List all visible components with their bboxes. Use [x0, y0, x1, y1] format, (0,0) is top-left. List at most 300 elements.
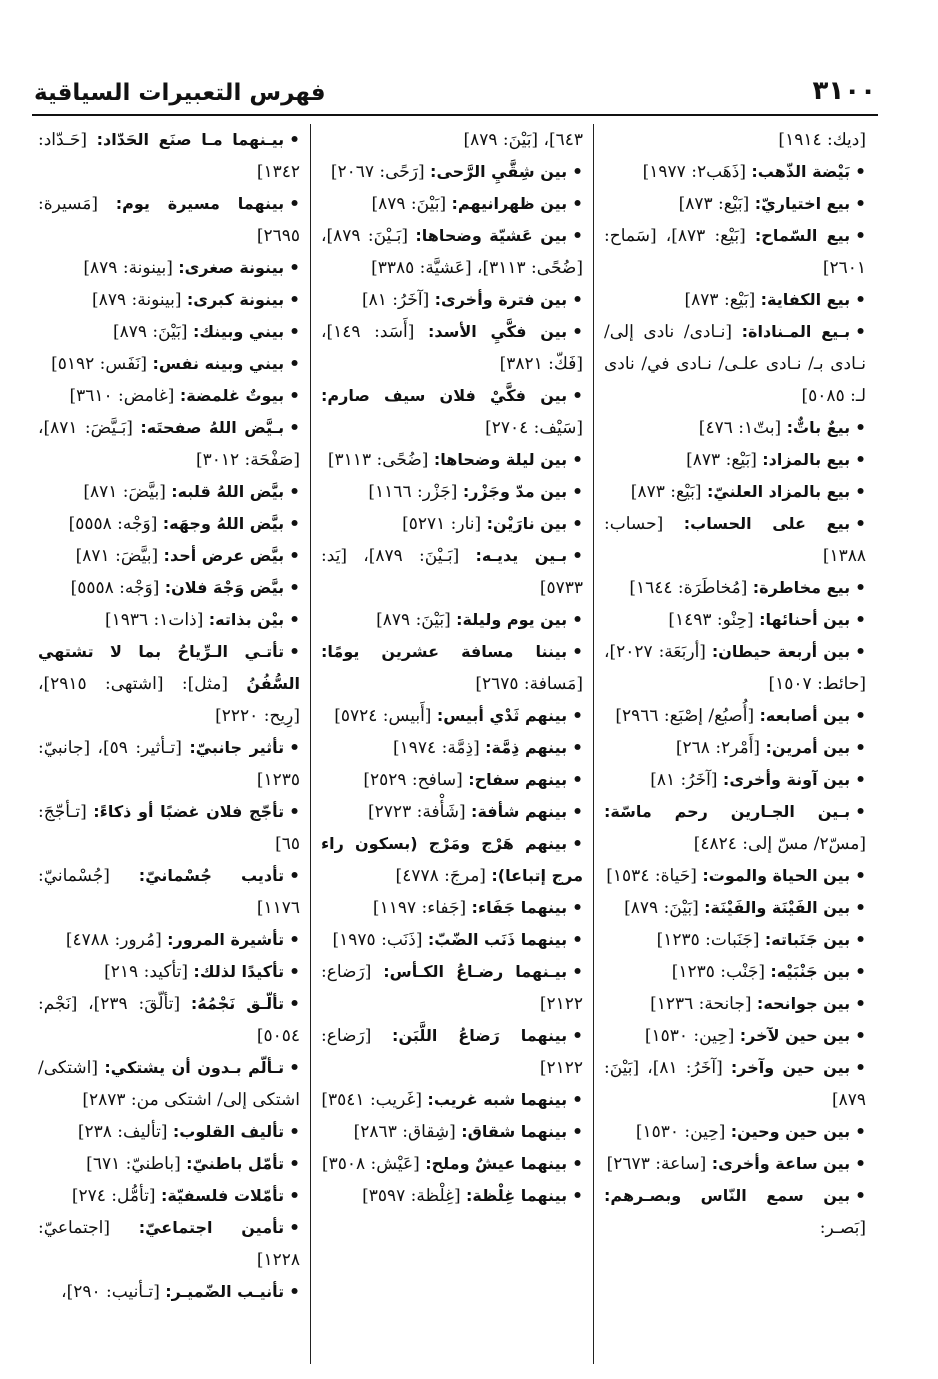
bullet-icon: •: [855, 866, 866, 886]
bullet-icon: •: [855, 322, 866, 342]
entry-reference: [جَفاء: ١١٩٧]: [372, 898, 467, 918]
entry-reference: [بَيْع: ٨٧٣]: [678, 194, 750, 214]
index-entry: [604, 412, 866, 444]
entry-term: تأنيـب الضّميـر:: [165, 1282, 285, 1301]
index-entry: [321, 924, 583, 956]
entry-reference: [بَيْع: ٨٧٣]: [686, 450, 757, 470]
bullet-icon: •: [572, 706, 583, 726]
entry-term: بين شِقَّيِ الرَّحى:: [430, 162, 568, 181]
index-entry: [38, 476, 300, 508]
index-entry: [604, 1180, 866, 1244]
entry-term: بين أحنائها:: [759, 610, 851, 629]
entry-term: تأمين اجتماعيّ:: [138, 1218, 285, 1237]
entry-reference: [مَسيرة: ٢٦٩٥]: [38, 194, 300, 246]
bullet-icon: •: [855, 1154, 866, 1174]
bullet-icon: •: [855, 194, 866, 214]
entry-term: بين ظهرانيهم:: [451, 194, 568, 213]
index-entry: [604, 1052, 866, 1116]
index-entry: [604, 700, 866, 732]
entry-term: بينهما رَضاعُ اللَّبَن:: [392, 1026, 568, 1045]
entry-reference: [بتّ١: ٤٧٦]: [698, 418, 782, 438]
entry-reference: [آخَرُ: ٨١]، [بَيْنَ: ٨٧٩]: [604, 1058, 866, 1110]
entry-reference: [نَفَس: ٥١٩٢]: [51, 354, 148, 374]
index-entry: [38, 988, 300, 1052]
index-entry: [38, 252, 300, 284]
bullet-icon: •: [572, 482, 583, 502]
entry-reference: [حِين: ١٥٣٠]: [644, 1026, 735, 1046]
index-entry: [604, 188, 866, 220]
entry-term: بينهما جَفَاء:: [471, 898, 568, 917]
entry-reference: [وَجْه: ٥٥٥٨]: [70, 578, 160, 598]
entry-term: بينهما ذَنَب الضّبّ:: [427, 930, 568, 949]
entry-term: بيَّض اللهُ وجهَه:: [162, 514, 285, 533]
index-entry: [321, 284, 583, 316]
entry-reference: [رَضاع: ٢١٢٢]: [321, 1026, 583, 1078]
bullet-icon: •: [572, 322, 584, 342]
bullet-icon: •: [572, 514, 583, 534]
bullet-icon: •: [855, 802, 866, 822]
bullet-icon: •: [855, 994, 866, 1014]
entry-reference: [جَنَبات: ١٢٣٥]: [656, 930, 760, 950]
bullet-icon: •: [855, 770, 866, 790]
entry-term: تأمّل باطنيّ:: [186, 1154, 285, 1173]
entry-reference: [بَيْنَ: ٨٧٩]: [371, 194, 447, 214]
entry-reference: [وَجْه: ٥٥٥٨]: [68, 514, 158, 534]
index-entry: [38, 1052, 300, 1116]
entry-reference: [رَحًى: ٢٠٦٧]: [330, 162, 425, 182]
entry-reference: [مسّ٢/ مسّ إلى: ٤٨٢٤]: [693, 834, 866, 854]
running-title: فهرس التعبيرات السياقية: [34, 80, 326, 106]
index-entry: [321, 700, 583, 732]
bullet-icon: •: [289, 802, 301, 822]
entry-term: بين نارَيْن:: [486, 514, 568, 533]
index-entry: [321, 796, 583, 828]
entry-reference: [جَنْب: ١٢٣٥]: [671, 962, 765, 982]
index-entry: [321, 188, 583, 220]
index-entry: [38, 924, 300, 956]
index-entry: [321, 444, 583, 476]
entry-term: تأمّلات فلسفيّة:: [160, 1186, 285, 1205]
bullet-icon: •: [572, 226, 584, 246]
entry-term: بَيْضة الذّهب:: [751, 162, 851, 181]
index-entry: [321, 156, 583, 188]
entry-reference: [تأكيد: ٢١٩]: [104, 962, 189, 982]
entry-reference: [بَيْع: ٨٧٣]: [630, 482, 702, 502]
bullet-icon: •: [572, 546, 583, 566]
index-entry: [604, 604, 866, 636]
index-entry: [604, 508, 866, 572]
entry-term: بين جَنَباته:: [764, 930, 851, 949]
entry-term: بـيَّض اللهُ صفحتَه:: [140, 418, 285, 437]
index-entry: [321, 636, 583, 700]
entry-term: بين عَشيّة وضحاها:: [415, 226, 568, 245]
entry-term: بينونة كبرى:: [186, 290, 285, 309]
entry-term: بيع بالمزاد:: [762, 450, 851, 469]
column-right: [594, 124, 876, 1364]
bullet-icon: •: [572, 1154, 583, 1174]
entry-reference: [أربَعَة: ٢٠٢٧]، [حائط: ١٥٠٧]: [604, 642, 866, 694]
header-divider: [32, 114, 878, 116]
entry-reference: [ذَنَب: ١٩٧٥]: [332, 930, 423, 950]
entry-term: بيعٌ باتٌّ:: [786, 418, 851, 437]
index-entry: [38, 572, 300, 604]
bullet-icon: •: [572, 194, 583, 214]
index-entry: [321, 316, 583, 380]
bullet-icon: •: [289, 1282, 300, 1302]
entry-term: بيع السّماح:: [754, 226, 851, 245]
bullet-icon: •: [289, 578, 300, 598]
entry-term: بيَّض اللهُ قلبه:: [171, 482, 285, 501]
entry-term: بينهما غِلْظة:: [466, 1186, 568, 1205]
index-entry: [604, 764, 866, 796]
entry-reference: [شَأْفة: ٢٧٢٣]: [368, 802, 466, 822]
entry-term: بـيع المـناداة:: [741, 322, 851, 341]
bullet-icon: •: [289, 354, 300, 374]
entry-term: بين الفَيْنَة والفَيْنَة:: [704, 898, 851, 917]
bullet-icon: •: [289, 290, 300, 310]
entry-term: بين ساعة وأخرى:: [711, 1154, 851, 1173]
bullet-icon: •: [289, 866, 300, 886]
entry-reference: [غامض: ٣٦١٠]: [69, 386, 175, 406]
index-entry: [604, 924, 866, 956]
index-entry: [38, 540, 300, 572]
entry-term: تأثير جانبيّ:: [189, 738, 285, 757]
index-entry: [321, 892, 583, 924]
bullet-icon: •: [855, 706, 866, 726]
entry-reference: [مَسافة: ٢٦٧٥]: [475, 674, 583, 694]
entry-reference: [رَضاع: ٢١٢٢]: [321, 962, 583, 1014]
bullet-icon: •: [572, 770, 583, 790]
entry-reference: [بيَّضَ: ٨٧١]: [83, 482, 166, 502]
entry-term: تأتـي الـرِّياحُ بما لا تشتهي السُّفُنُ: [38, 642, 301, 693]
entry-reference: [عَيْش: ٣٥٠٨]: [321, 1154, 420, 1174]
entry-term: بين فكَّيِ الأسد:: [427, 322, 568, 341]
entry-term: بيع مخاطرة:: [752, 578, 851, 597]
index-entry: [38, 860, 300, 924]
entry-term: بين مدّ وجَزْر:: [462, 482, 568, 501]
entry-reference: [بَيْع: ٨٧٣]: [684, 290, 756, 310]
index-entry: [604, 956, 866, 988]
entry-reference: [جَزْر: ١١٦٦]: [368, 482, 458, 502]
bullet-icon: •: [855, 578, 866, 598]
bullet-icon: •: [855, 226, 866, 246]
index-entry: [321, 540, 583, 604]
index-entry: [38, 732, 300, 796]
entry-reference: [بينونة: ٨٧٩]: [83, 258, 173, 278]
entry-term: بينهما عيشٌ وملح:: [425, 1154, 568, 1173]
entry-reference: [حَـدّاد: ١٣٤٢]: [38, 130, 300, 182]
entry-reference: [نار: ٥٢٧١]: [402, 514, 482, 534]
index-entry: [321, 380, 583, 444]
entry-reference: [غِلْظة: ٣٥٩٧]: [362, 1186, 461, 1206]
bullet-icon: •: [855, 930, 866, 950]
index-entry: [604, 732, 866, 764]
index-entry: [604, 1148, 866, 1180]
entry-term: بينهم شأفة:: [471, 802, 568, 821]
entry-reference: [بَيْع: ٨٧٣]، [سَماح: ٢٦٠١]: [604, 226, 866, 278]
entry-term: بيننا مسافة عشرين يومًا:: [321, 642, 568, 661]
index-entry: [321, 1148, 583, 1180]
bullet-icon: •: [289, 258, 300, 278]
index-entry: [604, 156, 866, 188]
index-entry: [321, 1084, 583, 1116]
bullet-icon: •: [289, 1058, 301, 1078]
column-middle: [311, 124, 594, 1364]
entry-reference: [أَسَد: ١٤٩]، [فَكّ: ٣٨٢١]: [321, 322, 583, 374]
entry-term: بيـنهما مـا صنَع الحَدّاد:: [96, 130, 285, 149]
entry-reference: [تأليف: ٢٣٨]: [77, 1122, 168, 1142]
entry-reference: [ساعة: ٢٦٧٣]: [606, 1154, 707, 1174]
entry-term: بينهم ثَدْي أبيس:: [436, 706, 568, 725]
bullet-icon: •: [572, 642, 583, 662]
index-entry: [321, 956, 583, 1020]
entry-term: تأكيدًا لذلك:: [193, 962, 285, 981]
entry-term: تأشيرة المرور:: [167, 930, 285, 949]
entry-term: بيع على الحساب:: [683, 514, 851, 533]
bullet-icon: •: [855, 610, 866, 630]
bullet-icon: •: [572, 386, 583, 406]
entry-term: تأجّج فلان غضبًا أو ذكاءً:: [93, 802, 285, 821]
entry-term: بين أصابعه:: [759, 706, 851, 725]
bullet-icon: •: [572, 1090, 583, 1110]
entry-reference: [مُخاطَرَة: ١٦٤٤]: [629, 578, 748, 598]
index-entry: [38, 1276, 300, 1308]
entry-reference: [بَصـر:: [819, 1218, 866, 1238]
bullet-icon: •: [289, 1186, 300, 1206]
index-entry: [604, 796, 866, 860]
entry-term: بين أربعة حيطان:: [711, 642, 851, 661]
entry-term: بيني وبينه نفس:: [152, 354, 285, 373]
entry-reference: [ذِمَّة: ١٩٧٤]: [393, 738, 480, 758]
entry-reference: [ذات١: ١٩٣٦]: [104, 610, 204, 630]
index-entry: [604, 572, 866, 604]
bullet-icon: •: [289, 962, 300, 982]
entry-reference: [ضُحًى: ٣١١٣]: [327, 450, 429, 470]
bullet-icon: •: [572, 1122, 583, 1142]
entry-reference: [تـأجّجَ: ٦٥]: [38, 802, 300, 854]
entry-reference: [جُسْمانيّ: ١١٧٦]: [38, 866, 300, 918]
index-entry: [38, 348, 300, 380]
entry-reference: [تألّقَ: ٢٣٩]، [نَجْم: ٥٠٥٤]: [38, 994, 300, 1046]
index-entry: [604, 892, 866, 924]
bullet-icon: •: [289, 482, 300, 502]
bullet-icon: •: [572, 802, 583, 822]
bullet-icon: •: [572, 610, 583, 630]
index-entry: [321, 604, 583, 636]
entry-term: بيني وبينك:: [192, 322, 285, 341]
entry-reference: [حَياة: ١٥٣٤]: [606, 866, 697, 886]
index-entry: [321, 220, 583, 284]
page-number: ٣١٠٠: [812, 76, 876, 106]
index-entry: [321, 1116, 583, 1148]
entry-term: بينهم سفاح:: [468, 770, 568, 789]
bullet-icon: •: [289, 1122, 300, 1142]
index-entry: [321, 124, 583, 156]
index-entry: [604, 636, 866, 700]
bullet-icon: •: [572, 1186, 583, 1206]
bullet-icon: •: [855, 1122, 866, 1142]
entry-reference: [حِين: ١٥٣٠]: [635, 1122, 726, 1142]
index-entry: [38, 380, 300, 412]
entry-term: بيع اختياريّ:: [754, 194, 851, 213]
index-entry: [321, 764, 583, 796]
index-entry: [38, 1212, 300, 1276]
bullet-icon: •: [572, 930, 583, 950]
entry-reference: [بَـيْنَ: ٨٧٩]، [ضُحًى: ٣١١٣]، [عَشيَّة: ٣٣٨٥]: [321, 226, 583, 278]
entry-reference: [تـأثير: ٥٩]، [جانبيّ: ١٢٣٥]: [38, 738, 300, 790]
entry-term: بيـنهما رضـاعُ الكـأس:: [383, 962, 568, 981]
entry-reference: [بَـيَّضَ: ٨٧١]، [صَفْحَة: ٣٠١٢]: [38, 418, 300, 470]
entry-reference: [بَيْنَ: ٨٧٩]: [624, 898, 699, 918]
index-entry: [604, 1020, 866, 1052]
bullet-icon: •: [572, 1026, 584, 1046]
index-entry: [604, 220, 866, 284]
index-entry: [38, 796, 300, 860]
entry-reference: [أُصبُع/ إصْبَع: ٢٩٦٦]: [615, 706, 755, 726]
entry-term: تألّـق نَجْمُهُ:: [190, 994, 285, 1013]
bullet-icon: •: [289, 738, 300, 758]
entry-term: تـألّم بـدون أن يشتكي:: [104, 1058, 285, 1077]
index-entry: [38, 1116, 300, 1148]
entry-reference: [باطنيّ: ٦٧١]: [86, 1154, 181, 1174]
bullet-icon: •: [289, 642, 300, 662]
index-entry: [604, 444, 866, 476]
bullet-icon: •: [289, 130, 300, 150]
column-left: [28, 124, 311, 1364]
entry-reference: [بينونة: ٨٧٩]: [92, 290, 182, 310]
index-entry: [38, 316, 300, 348]
entry-term: بين سمع النّاس وبصـرهم:: [604, 1186, 851, 1205]
index-entry: [604, 1116, 866, 1148]
entry-term: بين فكَّيْ فلان سيف صارم:: [321, 386, 568, 405]
index-columns: [28, 124, 876, 1364]
index-entry: [604, 476, 866, 508]
index-entry: [321, 1020, 583, 1084]
bullet-icon: •: [289, 418, 301, 438]
index-entry: [38, 412, 300, 476]
bullet-icon: •: [855, 482, 866, 502]
index-entry: [321, 1180, 583, 1212]
entry-reference: [سَيْف: ٢٧٠٤]: [485, 418, 583, 438]
index-entry: [38, 1180, 300, 1212]
entry-reference: [غَريب: ٣٥٤١]: [321, 1090, 423, 1110]
entry-reference: [بَيْنَ: ٨٧٩]: [376, 610, 451, 630]
bullet-icon: •: [855, 450, 866, 470]
bullet-icon: •: [855, 162, 866, 182]
index-entry: [38, 1148, 300, 1180]
bullet-icon: •: [855, 642, 866, 662]
bullet-icon: •: [289, 514, 300, 534]
entry-reference: [اشتكى/ اشتكى إلى/ اشتكى من: ٢٨٧٣]: [38, 1058, 300, 1110]
entry-term: بيوتٌ غلمضة:: [179, 386, 285, 405]
entry-reference: [تـأنيب: ٢٩٠]،: [61, 1282, 160, 1302]
entry-term: بيع الكفاية:: [760, 290, 851, 309]
index-entry: [321, 508, 583, 540]
index-entry: [38, 124, 300, 188]
entry-term: بين ليلة وضحاها:: [433, 450, 568, 469]
entry-reference: ٦٤٣]، [بَيْنَ: ٨٧٩]: [463, 130, 583, 150]
entry-term: تأليف القلوب:: [172, 1122, 285, 1141]
entry-term: بـين الجـارين رحم ماسّة:: [604, 802, 851, 821]
entry-term: تأديب جُسْمانيّ:: [138, 866, 285, 885]
index-entry: [604, 284, 866, 316]
index-entry: [38, 284, 300, 316]
entry-term: بينهم هَرْج ومَرْج (بسكون راء مرج إتباعا):: [321, 834, 583, 885]
entry-term: بيع بالمزاد العلنيّ:: [706, 482, 851, 501]
index-entry: [38, 636, 300, 732]
bullet-icon: •: [855, 1186, 866, 1206]
entry-term: بـين يديـه:: [475, 546, 568, 565]
entry-term: بين حين وحين:: [730, 1122, 851, 1141]
bullet-icon: •: [289, 994, 300, 1014]
entry-term: بين يوم وليلة:: [456, 610, 568, 629]
entry-reference: [مثل]: [اشتهى: ٢٩١٥]، [رِيح: ٢٢٢٠]: [38, 674, 300, 726]
bullet-icon: •: [855, 1026, 866, 1046]
entry-term: بينهم ذِمَّة:: [485, 738, 568, 757]
entry-reference: [مرجَ: ٤٧٧٨]: [395, 866, 486, 886]
entry-term: بين الحياة والموت:: [702, 866, 851, 885]
entry-reference: [اجتماعيّ: ١٢٢٨]: [38, 1218, 300, 1270]
index-entry: [604, 988, 866, 1020]
bullet-icon: •: [572, 162, 583, 182]
bullet-icon: •: [855, 514, 867, 534]
index-entry: [38, 604, 300, 636]
entry-reference: [مُرور: ٤٧٨٨]: [65, 930, 162, 950]
bullet-icon: •: [289, 386, 300, 406]
entry-term: بيَّض عرض أحد:: [163, 546, 285, 565]
index-entry: [38, 956, 300, 988]
entry-term: بينهما مسيرة يوم:: [115, 194, 285, 213]
bullet-icon: •: [855, 1058, 866, 1078]
entry-reference: [حِنْو: ١٤٩٣]: [668, 610, 754, 630]
bullet-icon: •: [289, 322, 300, 342]
entry-term: بين آونة وأخرى:: [722, 770, 851, 789]
entry-reference: [أَبيس: ٥٧٢٤]: [334, 706, 432, 726]
entry-term: بينهما شقاق:: [461, 1122, 568, 1141]
entry-reference: [آخَرُ: ٨١]: [650, 770, 718, 790]
entry-reference: [نـادى/ نادى إلى/ نـادى بـ/ نـادى علـى/ نـادى في/ نادى لـ: ٥٠٨٥]: [604, 322, 866, 406]
index-entry: [321, 732, 583, 764]
entry-reference: [بيَّضَ: ٨٧١]: [75, 546, 159, 566]
entry-term: بيَّض وَجْهَ فلان:: [164, 578, 285, 597]
index-entry: [38, 508, 300, 540]
entry-term: بين حين لآخر:: [739, 1026, 851, 1045]
index-entry: [604, 316, 866, 412]
entry-reference: [آخَرُ: ٨١]: [361, 290, 430, 310]
bullet-icon: •: [289, 1218, 301, 1238]
entry-term: بيْن بذاته:: [208, 610, 285, 629]
entry-reference: [بَـيْنَ: ٨٧٩]، [يَد: ٥٧٣٣]: [321, 546, 583, 598]
bullet-icon: •: [289, 546, 300, 566]
entry-term: بين حين وآخر:: [730, 1058, 851, 1077]
entry-reference: [شِقاق: ٢٨٦٣]: [353, 1122, 456, 1142]
bullet-icon: •: [289, 610, 300, 630]
entry-reference: [ديك: ١٩١٤]: [778, 130, 866, 150]
bullet-icon: •: [855, 418, 866, 438]
entry-term: بينهما شبه غريب:: [427, 1090, 568, 1109]
entry-term: بين جوانحه:: [756, 994, 851, 1013]
entry-reference: [ذَهَب٢: ١٩٧٧]: [642, 162, 746, 182]
bullet-icon: •: [572, 290, 583, 310]
bullet-icon: •: [289, 930, 300, 950]
index-entry: [604, 124, 866, 156]
entry-reference: [أَمْر٢: ٢٦٨]: [675, 738, 761, 758]
bullet-icon: •: [572, 450, 583, 470]
bullet-icon: •: [855, 962, 866, 982]
bullet-icon: •: [572, 962, 583, 982]
index-entry: [38, 188, 300, 252]
entry-reference: [جانحة: ١٢٣٦]: [650, 994, 752, 1014]
